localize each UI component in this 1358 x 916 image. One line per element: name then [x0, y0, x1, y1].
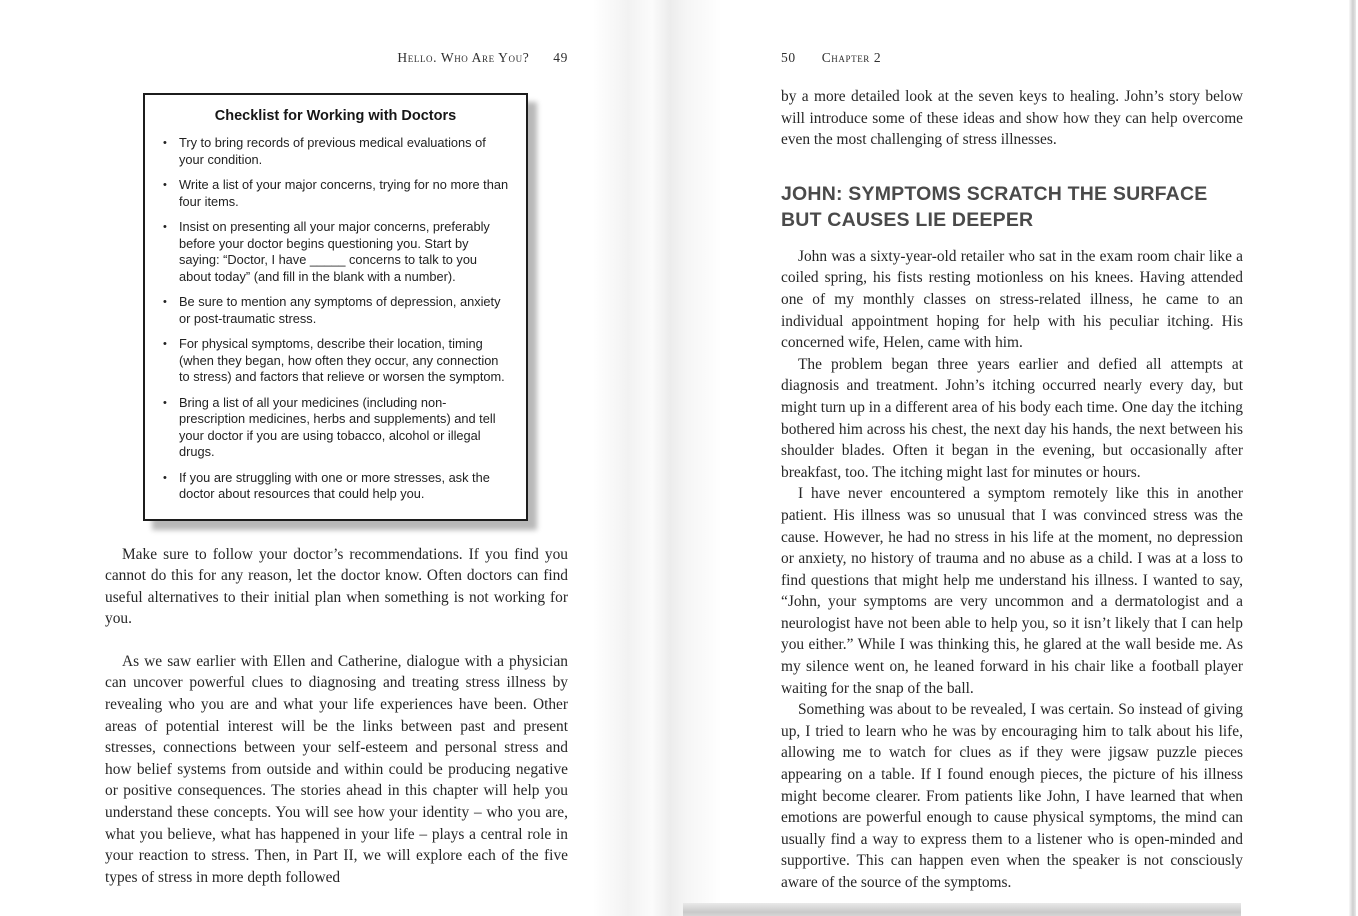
running-head-title: Chapter 2 — [821, 50, 882, 65]
right-page — [781, 0, 1243, 894]
checklist-item — [161, 336, 510, 386]
bullet-icon: • — [163, 296, 167, 308]
section-heading-line1: JOHN: SYMPTOMS SCRATCH THE SURFACE — [781, 182, 1208, 205]
checklist-title: Checklist for Working with Doctors — [214, 108, 457, 124]
bullet-icon: • — [163, 221, 167, 233]
section-heading — [781, 181, 1243, 233]
page-edge-bottom — [683, 903, 1241, 916]
section-heading-line2: BUT CAUSES LIE DEEPER — [781, 208, 1034, 231]
checklist-item — [161, 219, 510, 285]
checklist-item — [161, 177, 510, 210]
right-running-head — [781, 0, 1243, 66]
body-paragraph: John was a sixty-year-old retailer who sat in the exam room chair like a coiled spring, his fists resting motionless on his knees. Having attended one of my monthly classes on stress-related illness, he came to an individual appointment hoping for help with his peculiar itching. His concerned wife, Helen, came with him. — [781, 247, 1243, 352]
left-running-head — [105, 0, 568, 66]
book-spine-shadow — [592, 0, 722, 916]
body-paragraph: As we saw earlier with Ellen and Catherine, dialogue with a physician can uncover powerful clues to diagnosing and treating stress illness by revealing who you are and what your life experiences have been. Other areas of potential interest will be the links between past and present stresses, connections between your self-esteem and personal stress and how belief systems from outside and within could be producing negative or positive consequences. The stories ahead in this chapter will help you understand these concepts. You will see how your identity – who you are, what you believe, what has happened in your life – plays a central role in your reaction to stress. Then, in Part II, we will explore each of the five types of stress in more depth followed — [105, 652, 568, 886]
page-number-left: 49 — [553, 50, 568, 65]
checklist-item-text: Try to bring records of previous medical evaluations of your condition. — [179, 135, 486, 167]
page-edge-right — [1349, 0, 1356, 916]
body-paragraph: The problem began three years earlier and defied all attempts at diagnosis and treatment. John’s itching occurred nearly every day, but might turn up in a different area of his body each time. One day the itching bothered him across his chest, the next day his hands, the next between his shoulder blades. Often it began in the evening, but occasionally after breakfast, too. The itching might last for minutes or hours. — [781, 355, 1243, 481]
checklist-item — [161, 135, 510, 168]
checklist-item-text: Write a list of your major concerns, trying for no more than four items. — [179, 177, 509, 209]
checklist-item-text: Insist on presenting all your major concerns, preferably before your doctor begins questioning you. Start by saying: “Doctor, I have _____ concerns to talk to you about today” (and fill in the blank with a number). — [179, 219, 490, 284]
checklist-item-text: If you are struggling with one or more stresses, ask the doctor about resources that could help you. — [179, 469, 490, 501]
checklist-item-text: Bring a list of all your medicines (including non-prescription medicines, herbs and supplements) and tell your doctor if you are using tobacco, alcohol or illegal drugs. — [179, 394, 496, 459]
body-paragraph: by a more detailed look at the seven keys to healing. John’s story below will introduce some of these ideas and show how they can help overcome even the most challenging of stress illnesses. — [781, 88, 1243, 149]
page-number-right: 50 — [781, 50, 796, 65]
body-paragraph: I have never encountered a symptom remotely like this in another patient. His illness was so unusual that I was convinced stress was the cause. However, he had no stress in his life at the moment, no depression or anxiety, no history of trauma and no abuse as a child. I was at a loss to find questions that might help me understand his illness. I wanted to say, “John, your symptoms are very uncommon and a dermatologist and a neurologist have not been able to help you, so it isn’t likely that I can help you either.” While I was thinking this, he glared at the wall beside me. As my silence went on, he leaned forward in his chair like a football player waiting for the snap of the ball. — [781, 485, 1243, 697]
checklist-item — [161, 395, 510, 461]
bullet-icon: • — [163, 179, 167, 191]
body-paragraph: Make sure to follow your doctor’s recommendations. If you find you cannot do this for any reason, let the doctor know. Often doctors can find useful alternatives to their initial plan when something is not working for you. — [105, 545, 568, 628]
bullet-icon: • — [163, 396, 167, 409]
body-paragraph: Something was about to be revealed, I was certain. So instead of giving up, I tried to learn who he was by encouraging him to talk about his life, allowing me to watch for clues as if they were jigsaw puzzle pieces appearing on a table. If I found enough pieces, the picture of his illness might become clearer. From patients like John, I have learned that when emotions are powerful enough to cause physical symptoms, the mind can usually find a way to express them to a listener who is open-minded and supportive. This can happen even when the speaker is not consciously aware of the source of the symptoms. — [781, 701, 1243, 891]
left-page — [105, 0, 568, 888]
bullet-icon: • — [163, 471, 167, 484]
running-head-title: Hello. Who Are You? — [397, 50, 530, 65]
checklist-item — [161, 294, 510, 327]
bullet-icon: • — [163, 137, 167, 149]
bullet-icon: • — [163, 338, 167, 350]
checklist-item — [161, 470, 510, 503]
checklist-item-text: Be sure to mention any symptoms of depression, anxiety or post-traumatic stress. — [179, 294, 501, 326]
checklist-item-text: For physical symptoms, describe their location, timing (when they began, how often they occur, any connection to stress) and factors that relieve or worsen the symptom. — [179, 336, 505, 384]
checklist-box — [143, 93, 528, 521]
